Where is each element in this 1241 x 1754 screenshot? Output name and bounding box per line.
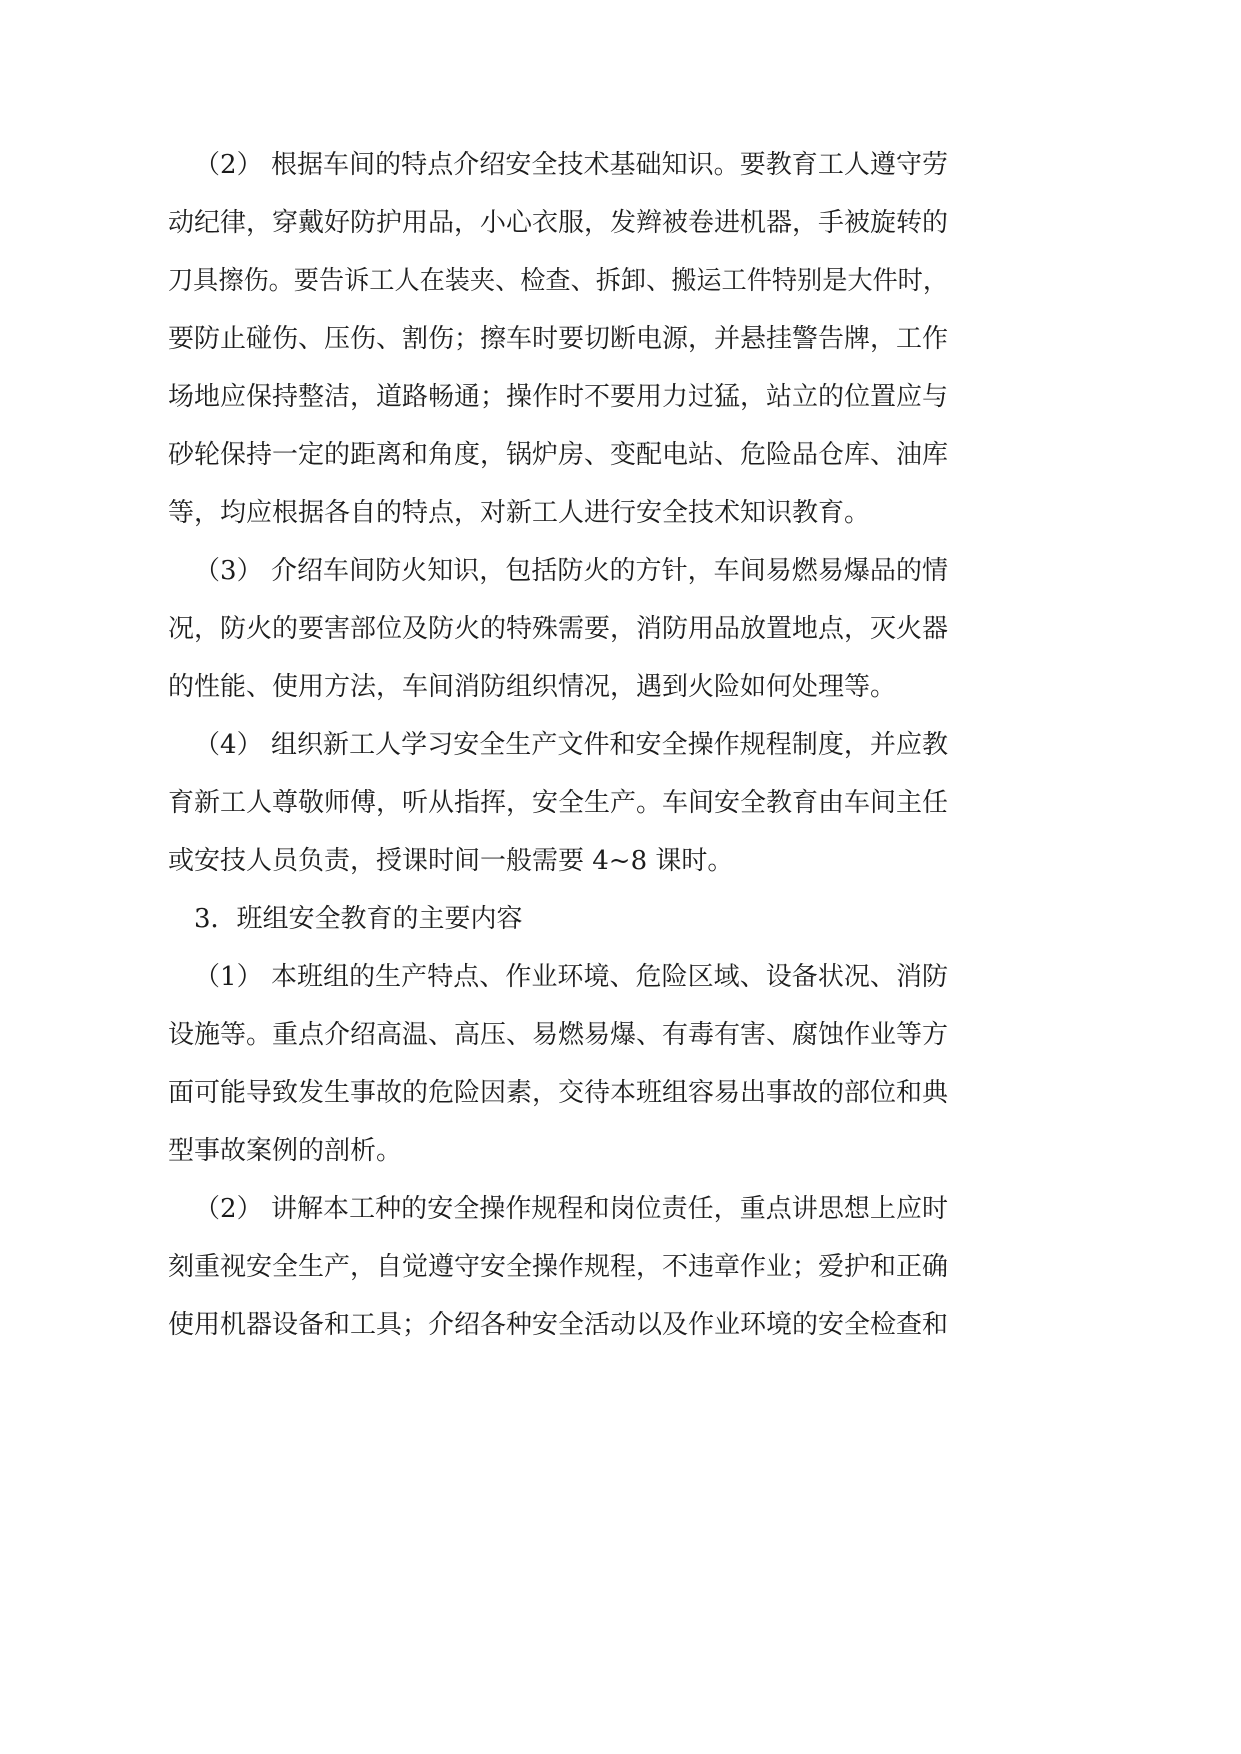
text-line: 动纪律，穿戴好防护用品，小心衣服，发辫被卷进机器，手被旋转的 [168,208,949,238]
paragraph-safety-regulations [168,716,948,890]
text-line: 场地应保持整洁，道路畅通；操作时不要用力过猛，站立的位置应与 [168,382,949,412]
text-line: 况，防火的要害部位及防火的特殊需要，消防用品放置地点，灭火器 [168,614,949,644]
text-line: 要防止碰伤、压伤、割伤；擦车时要切断电源，并悬挂警告牌，工作 [168,324,949,354]
text-line: （3） 介绍车间防火知识，包括防火的方针，车间易燃易爆品的情 [194,556,948,586]
text-line: （2） 根据车间的特点介绍安全技术基础知识。要教育工人遵守劳 [194,150,948,180]
text-line: 砂轮保持一定的距离和角度，锅炉房、变配电站、危险品仓库、油库 [168,440,949,470]
text-line: （1） 本班组的生产特点、作业环境、危险区域、设备状况、消防 [194,962,948,992]
text-line: 型事故案例的剖析。 [168,1136,403,1166]
section-heading-text: 3．班组安全教育的主要内容 [194,904,523,934]
text-line: （2） 讲解本工种的安全操作规程和岗位责任，重点讲思想上应时 [194,1194,948,1224]
text-line: 使用机器设备和工具；介绍各种安全活动以及作业环境的安全检查和 [168,1310,949,1340]
text-line: （4） 组织新工人学习安全生产文件和安全操作规程制度，并应教 [194,730,948,760]
text-line: 刻重视安全生产，自觉遵守安全操作规程，不违章作业；爱护和正确 [168,1252,949,1282]
body-text [168,136,948,1354]
text-line: 等，均应根据各自的特点，对新工人进行安全技术知识教育。 [168,498,871,528]
paragraph-team-hazards [168,948,948,1180]
section-heading [168,890,948,948]
text-line: 面可能导致发生事故的危险因素，交待本班组容易出事故的部位和典 [168,1078,949,1108]
text-line: 设施等。重点介绍高温、高压、易燃易爆、有毒有害、腐蚀作业等方 [168,1020,949,1050]
text-line: 的性能、使用方法，车间消防组织情况，遇到火险如何处理等。 [168,672,897,702]
text-line: 或安技人员负责，授课时间一般需要 4~8 课时。 [168,846,734,876]
paragraph-workshop-technical-knowledge [168,136,948,542]
text-line: 育新工人尊敬师傅，听从指挥，安全生产。车间安全教育由车间主任 [168,788,949,818]
paragraph-fire-prevention [168,542,948,716]
text-line: 刀具擦伤。要告诉工人在装夹、检查、拆卸、搬运工件特别是大件时， [168,266,949,296]
paragraph-operating-procedures [168,1180,948,1354]
